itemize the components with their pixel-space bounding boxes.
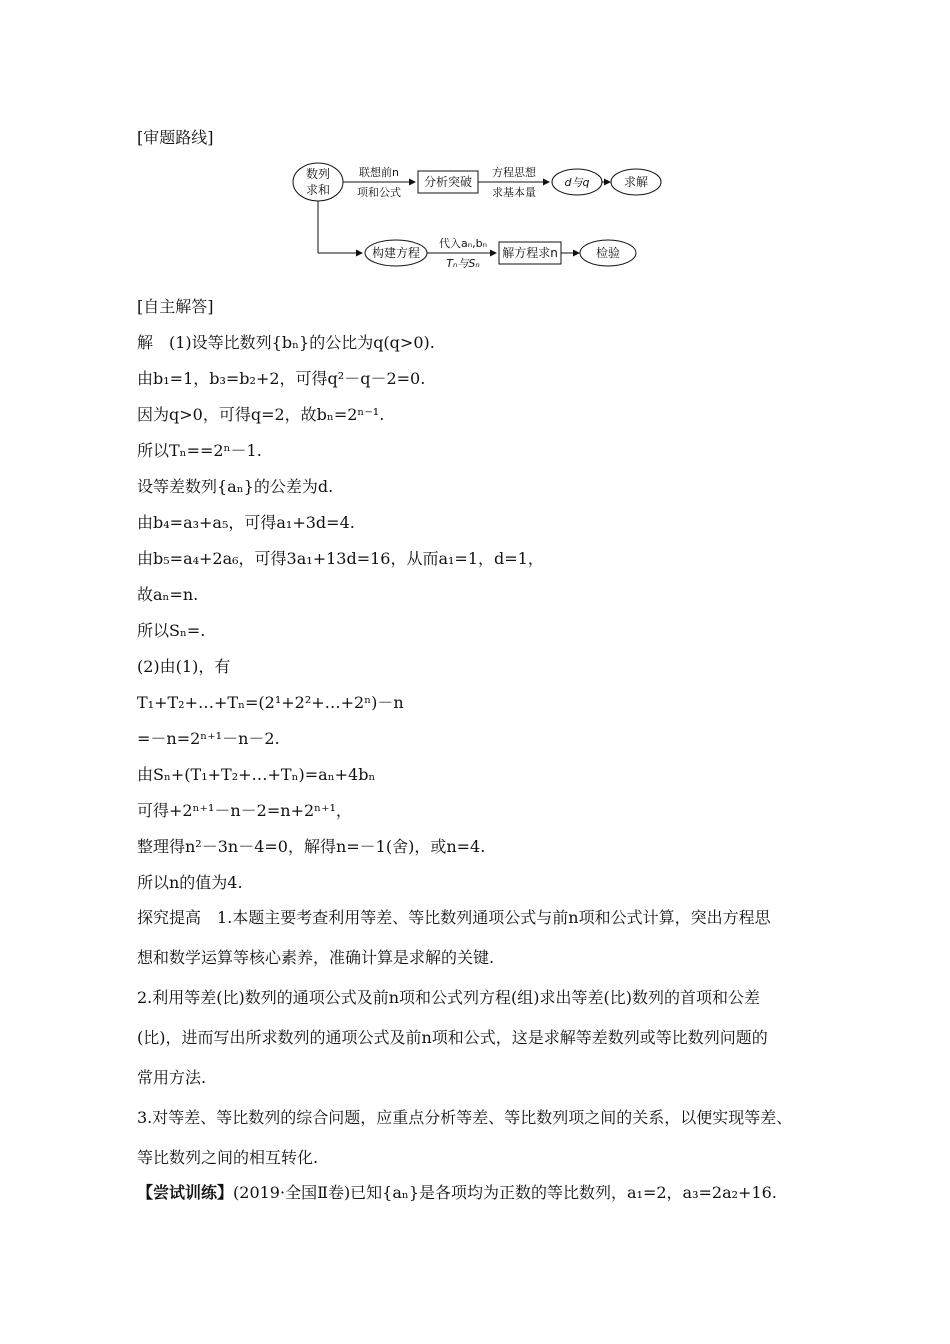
exercise-text: (2019·全国Ⅱ卷)已知{aₙ}是各项均为正数的等比数列，a₁=2，a₃=2a₂+16. bbox=[233, 1183, 777, 1202]
section-heading-route: [审题路线] bbox=[137, 128, 214, 147]
flow-box1-label: 分析突破 bbox=[423, 175, 473, 189]
solution-line: 设等差数列{aₙ}的公差为d. bbox=[137, 477, 334, 496]
tips-line: 3.对等差、等比数列的综合问题，应重点分析等差、等比数列项之间的关系，以便实现等差、 bbox=[137, 1108, 793, 1127]
section-heading-answer: [自主解答] bbox=[137, 297, 214, 316]
flow-box2-label: 解方程求n bbox=[502, 246, 558, 260]
solution-line: 所以n的值为4. bbox=[137, 873, 243, 892]
solution-line: =－n=2ⁿ⁺¹－n－2. bbox=[137, 729, 280, 748]
flow-start-line1: 数列 bbox=[305, 167, 331, 181]
tips-line: 探究提高 1.本题主要考查利用等差、等比数列通项公式与前n项和公式计算，突出方程思 bbox=[137, 908, 771, 927]
flow-verify-label: 检验 bbox=[595, 246, 621, 260]
tips-line: (比)，进而写出所求数列的通项公式及前n项和公式，这是求解等差数列或等比数列问题的 bbox=[137, 1028, 768, 1047]
solution-line: 可得+2ⁿ⁺¹－n－2=n+2ⁿ⁺¹， bbox=[137, 801, 352, 820]
flow-link2-line2: 求基本量 bbox=[492, 186, 536, 199]
solution-line: 由b₄=a₃+a₅，可得a₁+3d=4. bbox=[137, 513, 355, 532]
tips-line: 常用方法. bbox=[137, 1068, 207, 1087]
solution-line: 因为q>0，可得q=2，故bₙ=2ⁿ⁻¹. bbox=[137, 405, 385, 424]
flow-link2-line1: 方程思想 bbox=[492, 166, 536, 179]
flow-link1-line1: 联想前n bbox=[359, 166, 399, 179]
tips-line: 等比数列之间的相互转化. bbox=[137, 1148, 319, 1167]
solution-line: 由b₁=1，b₃=b₂+2，可得q²－q－2=0. bbox=[137, 369, 426, 388]
solution-line: 解 (1)设等比数列{bₙ}的公比为q(q>0). bbox=[137, 333, 435, 352]
solution-line: T₁+T₂+…+Tₙ=(2¹+2²+…+2ⁿ)－n bbox=[137, 693, 404, 712]
flow-start-line2: 求和 bbox=[305, 183, 331, 197]
flow-build-label: 构建方程 bbox=[371, 246, 421, 260]
exercise-line bbox=[137, 1183, 777, 1203]
tips-line: 2.利用等差(比)数列的通项公式及前n项和公式列方程(组)求出等差(比)数列的首项和公差 bbox=[137, 988, 761, 1007]
flow-solve-label: 求解 bbox=[623, 175, 649, 189]
tips-line: 想和数学运算等核心素养，准确计算是求解的关键. bbox=[137, 948, 495, 967]
solution-line: 故aₙ=n. bbox=[137, 585, 199, 604]
exercise-label: 【尝试训练】 bbox=[137, 1183, 234, 1202]
flow-link1-line2: 项和公式 bbox=[357, 186, 401, 199]
flow-link3-line1: 代入aₙ,bₙ bbox=[439, 237, 487, 250]
solution-line: 整理得n²－3n－4=0，解得n=－1(舍)，或n=4. bbox=[137, 837, 486, 856]
solution-line: 由Sₙ+(T₁+T₂+…+Tₙ)=aₙ+4bₙ bbox=[137, 765, 376, 784]
solution-flowchart bbox=[285, 155, 685, 275]
flow-link3-line2: Tₙ与Sₙ bbox=[446, 257, 480, 270]
solution-line: 由b₅=a₄+2a₆，可得3a₁+13d=16，从而a₁=1，d=1， bbox=[137, 549, 544, 568]
solution-line: 所以Tₙ==2ⁿ－1. bbox=[137, 441, 262, 460]
flow-dq-label: d与q bbox=[564, 176, 590, 189]
solution-line: 所以Sₙ=. bbox=[137, 621, 206, 640]
solution-line: (2)由(1)，有 bbox=[137, 657, 231, 676]
